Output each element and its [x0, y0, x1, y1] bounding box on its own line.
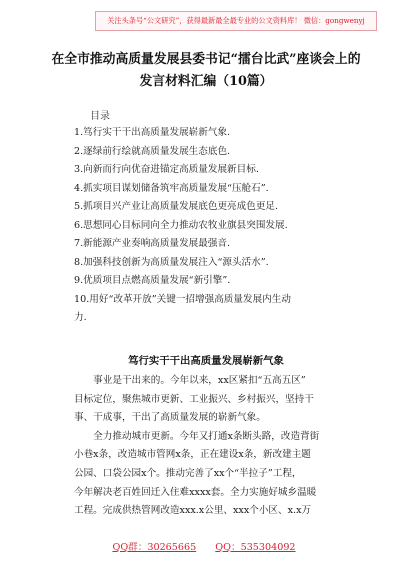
toc-item-2: 2.逐绿前行绘就高质量发展生态底色.	[74, 145, 231, 157]
section-title: 笃行实干干出高质量发展崭新气象	[128, 355, 284, 367]
toc-item-1: 1.笃行实干干出高质量发展崭新气象.	[74, 127, 231, 138]
toc-item-9: 9.优质项目点燃高质量发展“新引擎”.	[74, 275, 231, 286]
promo-banner: 关注头条号“公文研究”，获得最新最全最专业的公文资料库！ 微信：gongwenyj	[95, 11, 377, 31]
body-line: 事、干成事，干出了高质量发展的崭新气象。	[74, 412, 266, 424]
toc-heading: 目录	[90, 111, 110, 122]
qq-group-text: QQ群：30265665	[112, 542, 197, 553]
body-line: 事业是干出来的。今年以来，xx区紧扣“五高五区”	[74, 375, 306, 386]
body-text	[74, 372, 349, 521]
qq-text: QQ：535304092	[215, 542, 296, 553]
toc-item-6: 6.思想同心目标同向全力推动农牧业旗县突围发展.	[74, 219, 288, 231]
toc-item-5: 5.抓项目兴产业让高质量发展底色更亮成色更足.	[74, 201, 279, 212]
body-line: 公园、口袋公园x个。推动完善了xx个“半拉子”工程，	[74, 467, 302, 479]
toc-item-10: 10.用好“改革开放”关键一招增强高质量发展内生动	[74, 293, 291, 305]
toc-item-3: 3.向新而行向优奋进锚定高质量发展新目标.	[74, 164, 259, 175]
body-line: 小巷x条，改造城市管网x条，正在建设x条，新改建主题	[74, 449, 311, 461]
toc-item-8: 8.加强科技创新为高质量发展注入“源头活水”.	[74, 256, 269, 268]
toc-item-7: 7.新能源产业奏响高质量发展最强音.	[74, 238, 231, 249]
toc-item-4: 4.抓实项目谋划储备筑牢高质量发展“压舱石”.	[74, 182, 269, 194]
body-line: 目标定位，聚焦城市更新、工业振兴、乡村振兴，坚持干	[74, 393, 314, 405]
body-line: 工程。完成供热管网改造xxx.x公里、xxx个小区、x.x万	[74, 505, 312, 517]
document-title-line-2: 发言材料汇编（10篇）	[139, 74, 273, 89]
body-line: 今年解决老百姓回迁入住难xxxx套。全力实施好城乡温暖	[74, 486, 317, 498]
footer-contact	[0, 539, 408, 553]
table-of-contents	[74, 124, 349, 328]
document-title-line-1: 在全市推动高质量发展县委书记“擂台比武”座谈会上的	[51, 52, 361, 67]
body-line: 全力推动城市更新。今年又打通x条断头路，改造背街	[74, 430, 320, 442]
toc-item-10-continuation: 力.	[74, 312, 87, 323]
